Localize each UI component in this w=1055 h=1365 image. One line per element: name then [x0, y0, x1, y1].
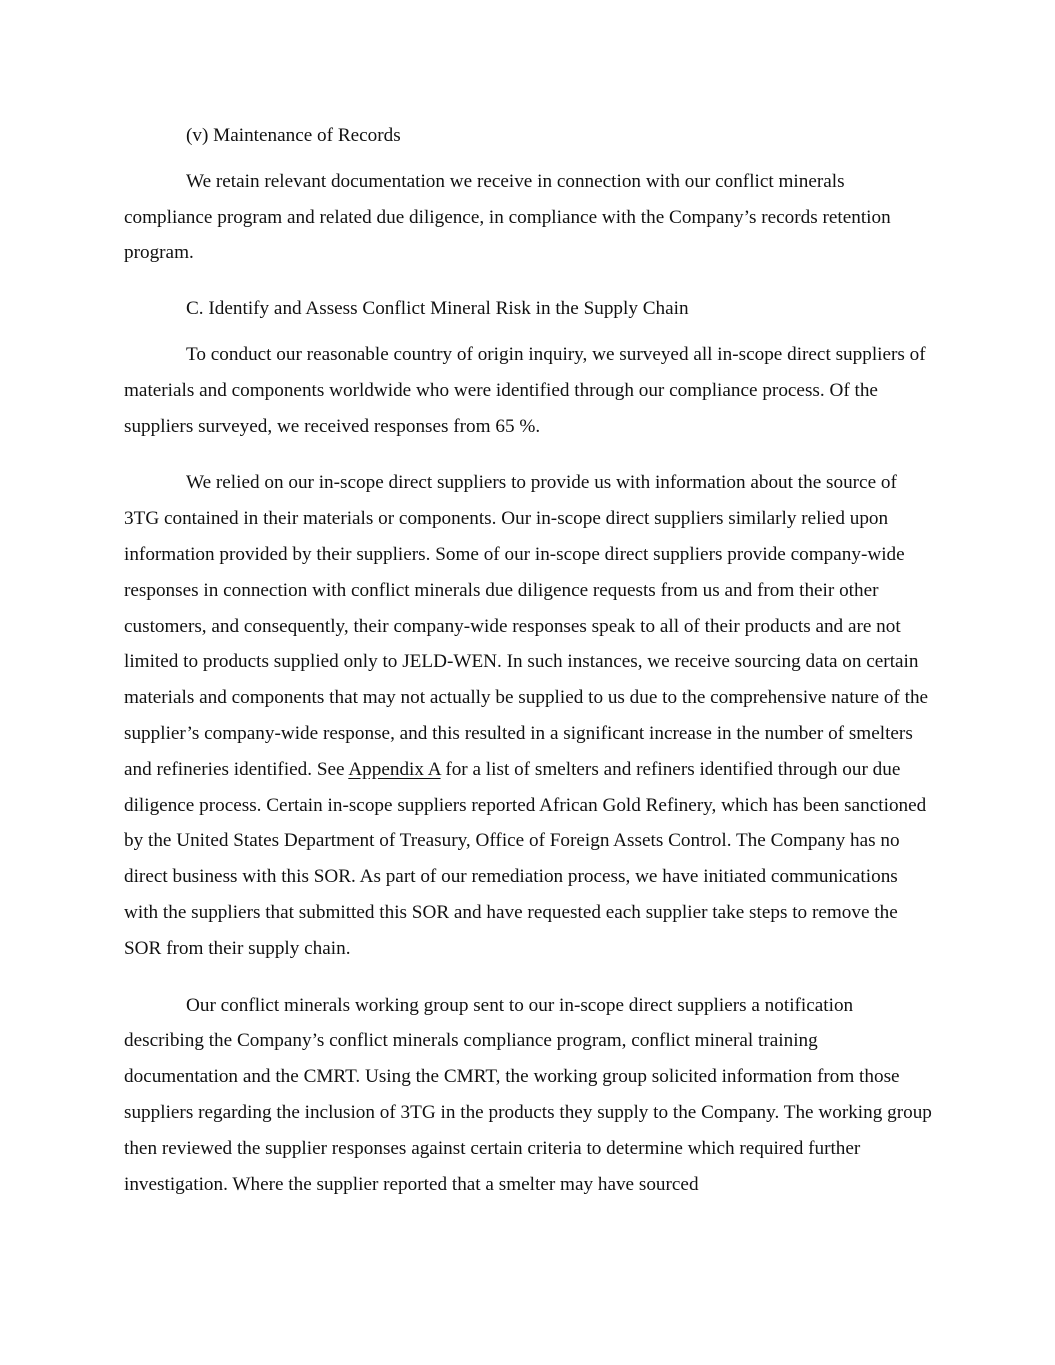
- spacer: [124, 967, 936, 988]
- section-heading-maintenance-of-records: (v) Maintenance of Records: [186, 125, 401, 146]
- spacer: [124, 444, 936, 465]
- spacer: [124, 154, 936, 164]
- paragraph-working-group-notification: Our conflict minerals working group sent to our in-scope direct suppliers a notification describing the Company’s conflict minerals compliance program, conflict mineral training documentation and the CMRT. Using the CMRT, the working group solicited information from those suppliers regarding the inclusion of 3TG in the products they supply to the Company. The working group then reviewed the supplier responses against certain criteria to determine which required further investigation. Where the supplier reported that a smelter may have sourced: [124, 994, 932, 1195]
- paragraph-text: We relied on our in-scope direct suppliers to provide us with information about the source of 3TG contained in their materials or components. Our in-scope direct suppliers similarly relied upon information provided by their suppliers. Some of our in-scope direct suppliers provide company-wide responses in connection with conflict minerals due diligence requests from us and from their other customers, and consequently, their company-wide responses speak to all of their products and are not limited to products supplied only to JELD-WEN. In such instances, we receive sourcing data on certain materials and components that may not actually be supplied to us due to the comprehensive nature of the supplier’s company-wide response, and this resulted in a significant increase in the number of smelters and refineries identified. See: [124, 472, 929, 780]
- paragraph-records-retention: We retain relevant documentation we receive in connection with our conflict minerals compliance program and related due diligence, in compliance with the Company’s records retention program.: [124, 170, 891, 264]
- paragraph-supplier-reliance: [124, 465, 936, 966]
- spacer: [124, 327, 936, 337]
- section-heading-identify-assess-risk: C. Identify and Assess Conflict Mineral Risk in the Supply Chain: [186, 298, 689, 320]
- paragraph-text: for a list of smelters and refiners identified through our due diligence process. Certain in-scope suppliers reported African Gold Refinery, which has been sanctioned by the United States Department of Treasury, Office of Foreign Assets Control. The Company has no direct business with this SOR. As part of our remediation process, we have initiated communications with the suppliers that submitted this SOR and have requested each supplier take steps to remove the SOR from their supply chain.: [124, 758, 927, 959]
- spacer: [124, 271, 936, 291]
- appendix-a-link[interactable]: Appendix A: [348, 758, 441, 780]
- paragraph-country-of-origin-inquiry: To conduct our reasonable country of origin inquiry, we surveyed all in-scope direct suppliers of materials and components worldwide who were identified through our compliance process. Of the suppliers surveyed, we received responses from 65 %.: [124, 343, 926, 437]
- document-page: [124, 118, 936, 1202]
